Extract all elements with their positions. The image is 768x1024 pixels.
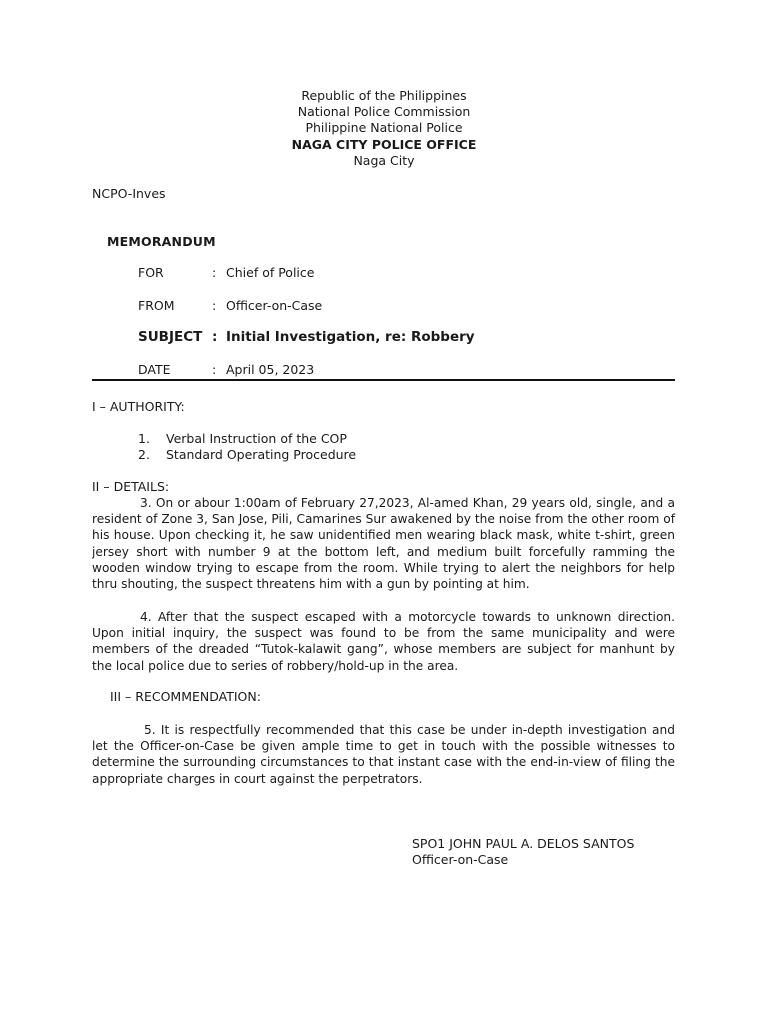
letterhead-pnp: Philippine National Police [305,120,463,136]
details-paragraph-3: 3. On or abour 1:00am of February 27,2023, Al-amed Khan, 29 years old, single, and a resident of Zone 3, San Jose, Pili, Camarines Sur awakened by the noise from the other room of his house. Upon checking it, he saw unidentified men wearing black mask, white t-shirt, green jersey short with number 9 at the bottom left, and medium built forcefully ramming the wooden window trying to escape from the room. While trying to alert the neighbors for help thru shouting, the suspect threatens him with a gun by pointing at him. [92,496,675,592]
authority-item [138,447,356,462]
memo-subject-label: SUBJECT [138,329,203,345]
recommendation-heading: III – RECOMMENDATION: [110,689,261,704]
letterhead-city: Naga City [353,152,415,168]
memo-from-row [138,298,322,313]
authority-item-text: Standard Operating Procedure [166,447,357,462]
authority-item-text: Verbal Instruction of the COP [166,431,347,446]
memo-from-value: Officer-on-Case [226,298,323,313]
letterhead-republic: Republic of the Philippines [301,88,467,103]
authority-item-number: 1. [138,431,150,446]
letterhead-commission: National Police Commission [297,104,471,120]
memo-title: MEMORANDUM [107,234,216,249]
memo-subject-row [138,329,475,345]
memo-colon: : [212,329,218,345]
letterhead-office: NAGA CITY POLICE OFFICE [291,136,477,152]
authority-heading: I – AUTHORITY: [92,399,185,414]
memo-for-row [138,265,314,280]
header-divider [92,379,675,381]
memo-colon: : [212,298,217,313]
memo-subject-value: Initial Investigation, re: Robbery [226,329,475,345]
authority-item-number: 2. [138,447,150,462]
memo-date-row [138,362,314,377]
memo-date-value: April 05, 2023 [226,362,315,377]
memo-for-label: FOR [138,265,164,280]
memo-colon: : [212,362,217,377]
recommendation-paragraph-5: 5. It is respectfully recommended that this case be under in-depth investigation and let the Officer-on-Case be given ample time to get in touch with the possible witnesses to determine the surrounding circumstances to that instant case with the end-in-view of filing the appropriate charges in court against the perpetrators. [92,723,675,786]
details-heading: II – DETAILS: [92,479,170,494]
signature-block [412,836,634,868]
signatory-title: Officer-on-Case [412,852,509,868]
memo-from-label: FROM [138,298,175,313]
memo-colon: : [212,265,217,280]
reference-code: NCPO-Inves [92,186,166,201]
memo-date-label: DATE [138,362,171,377]
authority-item [138,431,347,446]
signatory-name: SPO1 JOHN PAUL A. DELOS SANTOS [412,836,635,851]
letterhead [0,88,768,169]
memo-for-value: Chief of Police [226,265,315,280]
details-paragraph-4: 4. After that the suspect escaped with a motorcycle towards to unknown direction. Upon initial inquiry, the suspect was found to be from the same municipality and were members of the dreaded “Tutok-kalawit gang”, whose members are subject for manhunt by the local police due to series of robbery/hold-up in the area. [92,610,675,673]
